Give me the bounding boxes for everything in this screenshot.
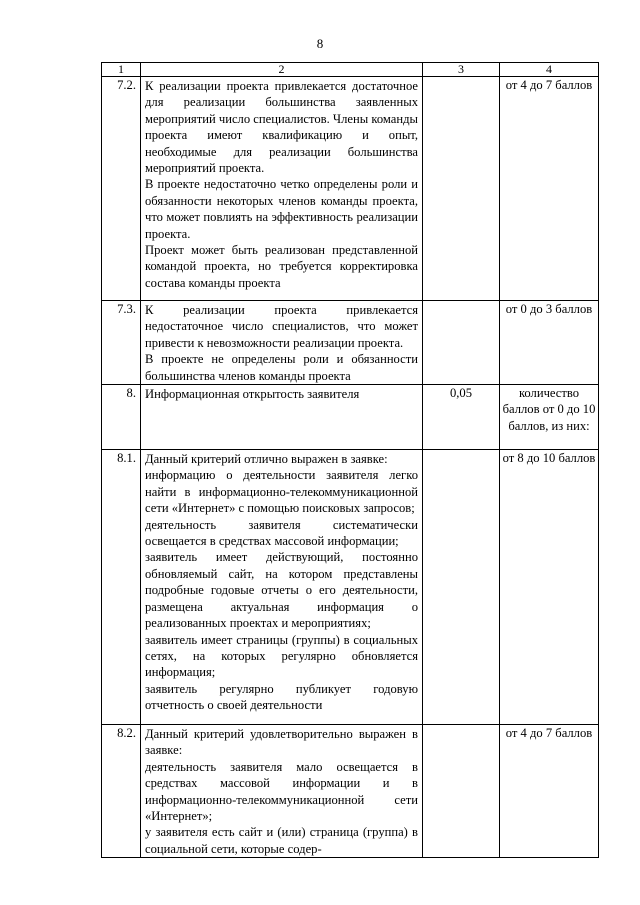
description-paragraph: Проект может быть реализован представленной командой проекта, но требуется корректировка состава команды проекта bbox=[145, 243, 418, 290]
row-number: 8.1. bbox=[102, 450, 141, 725]
description-paragraph: В проекте не определены роли и обязанности большинства членов команды проекта bbox=[145, 352, 418, 383]
table-row bbox=[102, 385, 599, 450]
description-paragraph: В проекте недостаточно четко определены роли и обязанности некоторых членов команды проекта, что может повлиять на эффективность реализации проекта. bbox=[145, 177, 418, 241]
criterion-weight bbox=[423, 77, 500, 301]
row-number: 7.3. bbox=[102, 301, 141, 385]
column-header-3: 3 bbox=[423, 63, 500, 77]
column-header-2: 2 bbox=[141, 63, 423, 77]
score-range: от 4 до 7 баллов bbox=[500, 725, 599, 858]
table-row bbox=[102, 301, 599, 385]
row-number: 8.2. bbox=[102, 725, 141, 858]
column-header-4: 4 bbox=[500, 63, 599, 77]
description-paragraph: заявитель имеет действующий, постоянно обновляемый сайт, на котором представлены подробные годовые отчеты о его деятельности, размещена актуальная информация о реализованных проектах и мероприятиях; bbox=[145, 550, 418, 631]
column-header-1: 1 bbox=[102, 63, 141, 77]
description-paragraph: заявитель регулярно публикует годовую отчетность о своей деятельности bbox=[145, 681, 418, 713]
criterion-description bbox=[141, 725, 423, 858]
table-row bbox=[102, 450, 599, 725]
description-paragraph: заявитель имеет страницы (группы) в социальных сетях, на которых регулярно обновляется информация; bbox=[145, 632, 418, 680]
description-paragraph: деятельность заявителя систематически освещается в средствах массовой информации; bbox=[145, 517, 418, 549]
criterion-description bbox=[141, 385, 423, 450]
criterion-description bbox=[141, 301, 423, 385]
description-paragraph: информацию о деятельности заявителя легко найти в информационно-телекоммуникационной сети «Интернет» с помощью поисковых запросов; bbox=[145, 468, 418, 516]
description-paragraph: Данный критерий удовлетворительно выражен в заявке: bbox=[145, 727, 418, 758]
criterion-weight bbox=[423, 725, 500, 858]
score-range: от 0 до 3 баллов bbox=[500, 301, 599, 385]
criterion-weight bbox=[423, 301, 500, 385]
criterion-weight: 0,05 bbox=[423, 385, 500, 450]
page-number: 8 bbox=[316, 36, 324, 51]
description-paragraph: деятельность заявителя мало освещается в средствах массовой информации и в информационно-телекоммуникационной сети «Интернет»; bbox=[145, 759, 418, 824]
row-number: 8. bbox=[102, 385, 141, 450]
description-paragraph: Информационная открытость заявителя bbox=[145, 387, 360, 402]
criterion-description bbox=[141, 450, 423, 725]
criteria-table bbox=[101, 62, 599, 858]
description-paragraph: Данный критерий отлично выражен в заявке: bbox=[145, 452, 388, 467]
score-range: количество баллов от 0 до 10 баллов, из них: bbox=[500, 385, 599, 450]
row-number: 7.2. bbox=[102, 77, 141, 301]
table-row bbox=[102, 77, 599, 301]
table-row bbox=[102, 725, 599, 858]
table-header-row bbox=[102, 63, 599, 77]
score-range: от 4 до 7 баллов bbox=[500, 77, 599, 301]
description-paragraph: К реализации проекта привлекается достаточное для реализации большинства заявленных мероприятий число специалистов. Члены команды проекта имеют квалификацию и опыт, необходимые для реализации большинства мероприятий проекта. bbox=[145, 79, 418, 176]
score-range: от 8 до 10 баллов bbox=[500, 450, 599, 725]
description-paragraph: у заявителя есть сайт и (или) страница (группа) в социальной сети, которые содер- bbox=[145, 825, 418, 856]
description-paragraph: К реализации проекта привлекается недостаточное число специалистов, что может привести к невозможности реализации проекта. bbox=[145, 303, 418, 350]
criterion-description bbox=[141, 77, 423, 301]
criterion-weight bbox=[423, 450, 500, 725]
